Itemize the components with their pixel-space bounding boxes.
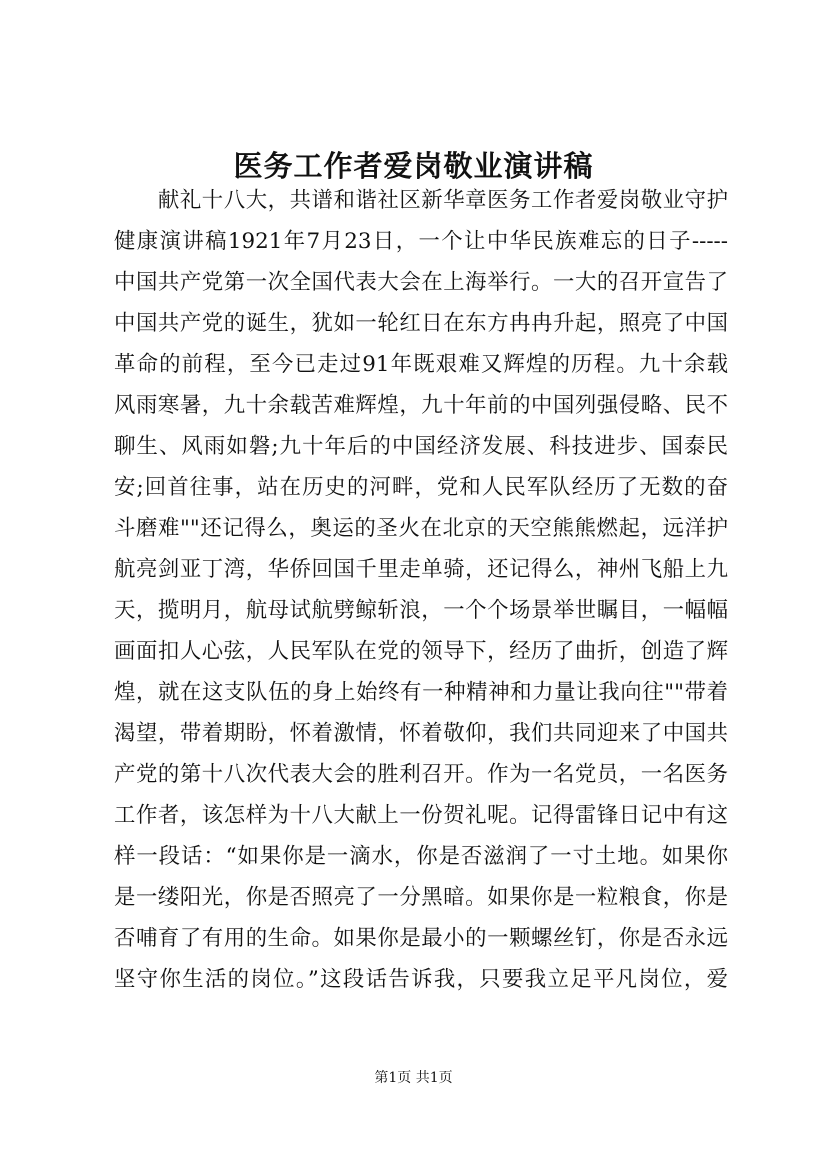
document-body bbox=[114, 180, 728, 1000]
body-line: 工作者，该怎样为十八大献上一份贺礼呢。记得雷锋日记中有这 bbox=[114, 803, 728, 828]
document-title: 医务工作者爱岗敬业演讲稿 bbox=[233, 149, 594, 183]
body-line: 坚守你生活的岗位。”这段话告诉我，只要我立足平凡岗位，爱 bbox=[114, 967, 728, 992]
body-line: 否哺育了有用的生命。如果你是最小的一颗螺丝钉，你是否永远 bbox=[114, 926, 728, 951]
body-line: 斗磨难""还记得么，奥运的圣火在北京的天空熊熊燃起，远洋护 bbox=[114, 516, 728, 541]
body-line: 天，揽明月，航母试航劈鲸斩浪，一个个场景举世瞩目，一幅幅 bbox=[114, 598, 728, 623]
body-line: 安;回首往事，站在历史的河畔，党和人民军队经历了无数的奋 bbox=[114, 475, 728, 500]
body-line: 渴望，带着期盼，怀着激情，怀着敬仰，我们共同迎来了中国共 bbox=[114, 721, 728, 746]
body-line: 航亮剑亚丁湾，华侨回国千里走单骑，还记得么，神州飞船上九 bbox=[114, 557, 728, 582]
body-line: 中国共产党第一次全国代表大会在上海举行。一大的召开宣告了 bbox=[114, 270, 728, 295]
body-line: 健康演讲稿1921年7月23日，一个让中华民族难忘的日子----- bbox=[114, 229, 728, 254]
body-line: 聊生、风雨如磐;九十年后的中国经济发展、科技进步、国泰民 bbox=[114, 434, 728, 459]
body-line: 中国共产党的诞生，犹如一轮红日在东方冉冉升起，照亮了中国 bbox=[114, 311, 728, 336]
body-line: 产党的第十八次代表大会的胜利召开。作为一名党员，一名医务 bbox=[114, 762, 728, 787]
body-line: 是一缕阳光，你是否照亮了一分黑暗。如果你是一粒粮食，你是 bbox=[114, 885, 728, 910]
body-line: 风雨寒暑，九十余载苦难辉煌，九十年前的中国列强侵略、民不 bbox=[114, 393, 728, 418]
body-line: 样一段话：“如果你是一滴水，你是否滋润了一寸土地。如果你 bbox=[114, 844, 728, 869]
body-line: 革命的前程，至今已走过91年既艰难又辉煌的历程。九十余载 bbox=[114, 352, 728, 377]
page-footer: 第1页 共1页 bbox=[374, 1070, 453, 1086]
body-line: 献礼十八大，共谱和谐社区新华章医务工作者爱岗敬业守护 bbox=[114, 188, 728, 213]
body-line: 煌，就在这支队伍的身上始终有一种精神和力量让我向往""带着 bbox=[114, 680, 728, 705]
body-line: 画面扣人心弦，人民军队在党的领导下，经历了曲折，创造了辉 bbox=[114, 639, 728, 664]
